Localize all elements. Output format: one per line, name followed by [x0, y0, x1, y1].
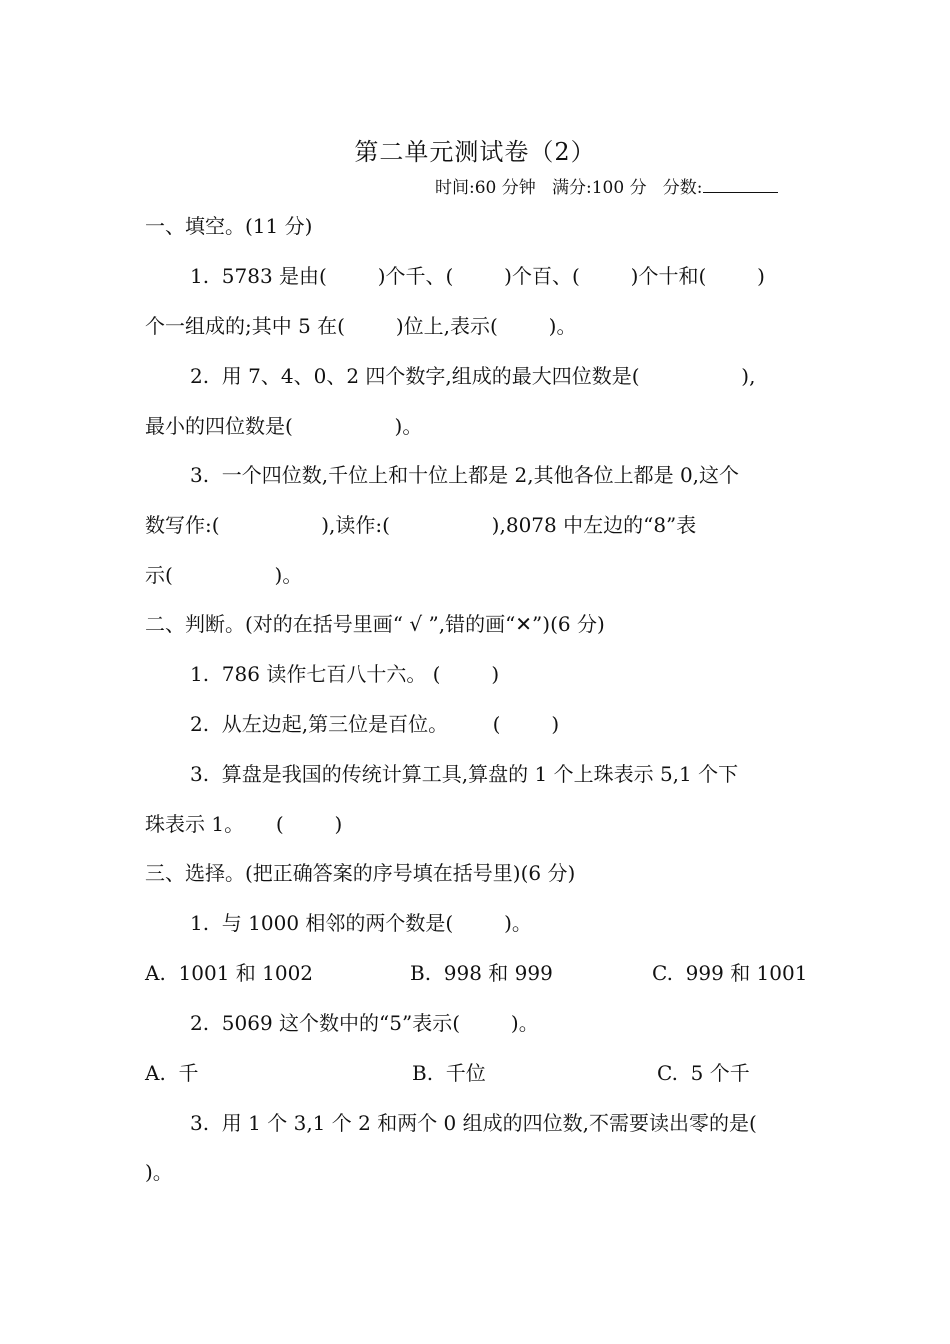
- s2-q3-line2: 珠表示 1。 ( ): [145, 812, 343, 836]
- s3-q3-line1: 3. 用 1 个 3,1 个 2 和两个 0 组成的四位数,不需要读出零的是(: [190, 1111, 757, 1135]
- s1-q3-line2: 数写作:( ),读作:( ),8078 中左边的“8”表: [145, 513, 697, 537]
- s2-q3-line1: 3. 算盘是我国的传统计算工具,算盘的 1 个上珠表示 5,1 个下: [190, 762, 739, 786]
- s3-q1-option-a: A. 1001 和 1002: [145, 961, 314, 985]
- section-2-heading: 二、判断。(对的在括号里画“ √ ”,错的画“✕”)(6 分): [145, 612, 605, 636]
- score-blank[interactable]: [703, 176, 778, 193]
- page-title: 第二单元测试卷（2）: [354, 138, 596, 166]
- s1-q3-line3: 示( )。: [145, 563, 303, 587]
- exam-meta: [435, 176, 778, 199]
- s1-q3-line1: 3. 一个四位数,千位上和十位上都是 2,其他各位上都是 0,这个: [190, 463, 740, 487]
- s3-q1-option-b: B. 998 和 999: [410, 961, 553, 985]
- score-label: 分数:: [662, 178, 703, 198]
- s2-q2: 2. 从左边起,第三位是百位。 ( ): [190, 712, 560, 736]
- full-score-label: 满分:100 分: [551, 178, 647, 198]
- s1-q1-line2: 个一组成的;其中 5 在( )位上,表示( )。: [145, 314, 577, 338]
- s3-q2-option-c: C. 5 个千: [657, 1061, 750, 1085]
- s3-q2-option-a: A. 千: [145, 1061, 199, 1085]
- s3-q2-option-b: B. 千位: [412, 1061, 486, 1085]
- time-label: 时间:60 分钟: [435, 178, 536, 198]
- s3-q1-option-c: C. 999 和 1001: [652, 961, 808, 985]
- section-3-heading: 三、选择。(把正确答案的序号填在括号里)(6 分): [145, 861, 576, 885]
- s3-q1: 1. 与 1000 相邻的两个数是( )。: [190, 911, 532, 935]
- section-1-heading: 一、填空。(11 分): [145, 214, 313, 238]
- s3-q2: 2. 5069 这个数中的“5”表示( )。: [190, 1011, 539, 1035]
- s1-q2-line1: 2. 用 7、4、0、2 四个数字,组成的最大四位数是( ),: [190, 364, 756, 388]
- s3-q3-line2: )。: [145, 1160, 173, 1184]
- s1-q2-line2: 最小的四位数是( )。: [145, 414, 423, 438]
- s1-q1-line1: 1. 5783 是由( )个千、( )个百、( )个十和( ): [190, 264, 765, 288]
- s2-q1: 1. 786 读作七百八十六。 ( ): [190, 662, 500, 686]
